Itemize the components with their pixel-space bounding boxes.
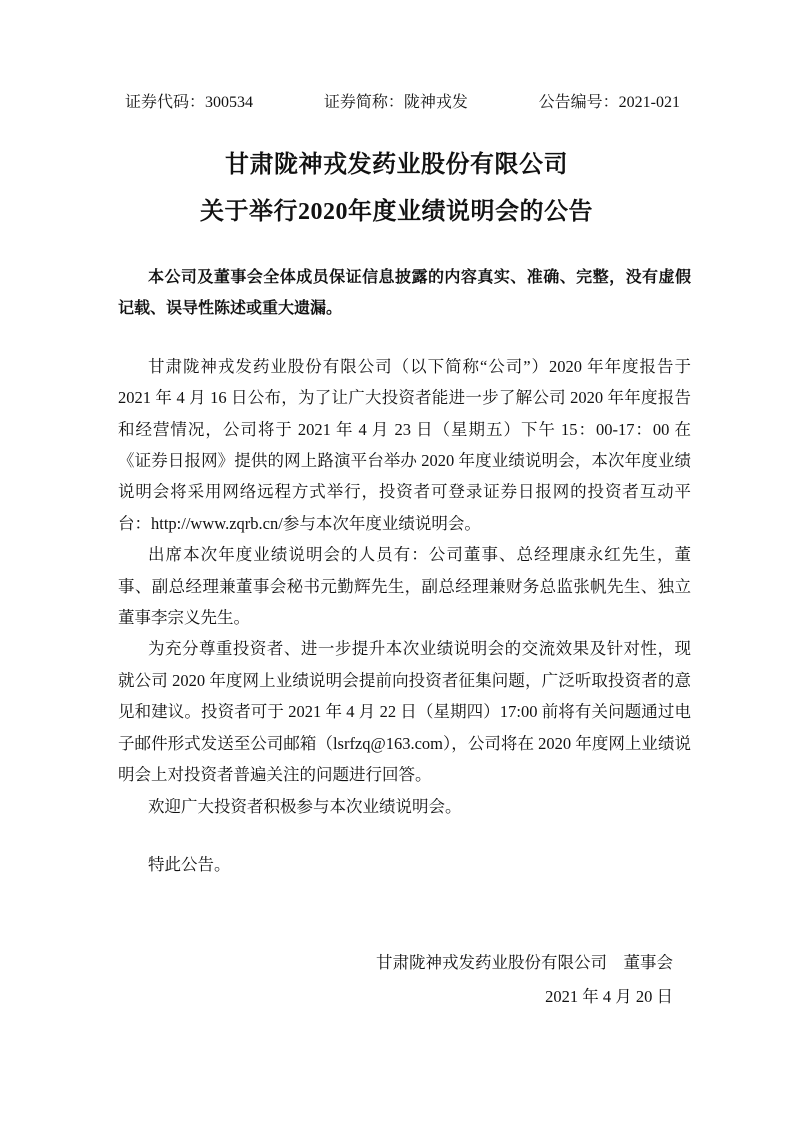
- document-title: [0, 142, 793, 236]
- title-subject-line: 关于举行2020年度业绩说明会的公告: [200, 199, 593, 225]
- disclaimer-paragraph: 本公司及董事会全体成员保证信息披露的内容真实、准确、完整，没有虚假记载、误导性陈述或重大遗漏。: [118, 269, 691, 318]
- document-header: [125, 92, 680, 114]
- announcement-number-label: 公告编号：2021-021: [538, 94, 680, 111]
- signature-block: [118, 946, 673, 1014]
- title-company-line: 甘肃陇神戎发药业股份有限公司: [225, 152, 568, 178]
- paragraph-welcome: 欢迎广大投资者积极参与本次业绩说明会。: [148, 796, 462, 816]
- paragraph-question-collection: 为充分尊重投资者、进一步提升本次业绩说明会的交流效果及针对性，现就公司 2020 年度网上业绩说明会提前向投资者征集问题，广泛听取投资者的意见和建议。投资者可于 2021 年 4 月 22 日（星期四）17:00 前将有关问题通过电子邮件形式发送至公司邮箱（lsrfzq@163.com），公司将在 2020 年度网上业绩说明会上对投资者普遍关注的问题进行回答。: [118, 639, 691, 785]
- paragraph-attendees: 出席本次年度业绩说明会的人员有：公司董事、总经理康永红先生，董事、副总经理兼董事会秘书元勤辉先生，副总经理兼财务总监张帆先生、独立董事李宗义先生。: [118, 545, 691, 628]
- stock-short-name-label: 证券简称：陇神戎发: [323, 94, 468, 111]
- document-body: [118, 262, 691, 880]
- signature-company-line: 甘肃陇神戎发药业股份有限公司 董事会: [376, 953, 673, 972]
- closing-statement: 特此公告。: [148, 854, 231, 874]
- stock-code-label: 证券代码：300534: [125, 94, 254, 111]
- signature-date-line: 2021 年 4 月 20 日: [545, 987, 673, 1006]
- paragraph-meeting-arrangement: 甘肃陇神戎发药业股份有限公司（以下简称“公司”）2020 年年度报告于 2021 年 4 月 16 日公布，为了让广大投资者能进一步了解公司 2020 年年度报告和经营情况，公司将于 2021 年 4 月 23 日（星期五）下午 15：00-17：00 在《证券日报网》提供的网上路演平台举办 2020 年度业绩说明会，本次年度业绩说明会将采用网络远程方式举行，投资者可登录证券日报网的投资者互动平台：http://www.zqrb.cn/参与本次年度业绩说明会。: [118, 356, 691, 533]
